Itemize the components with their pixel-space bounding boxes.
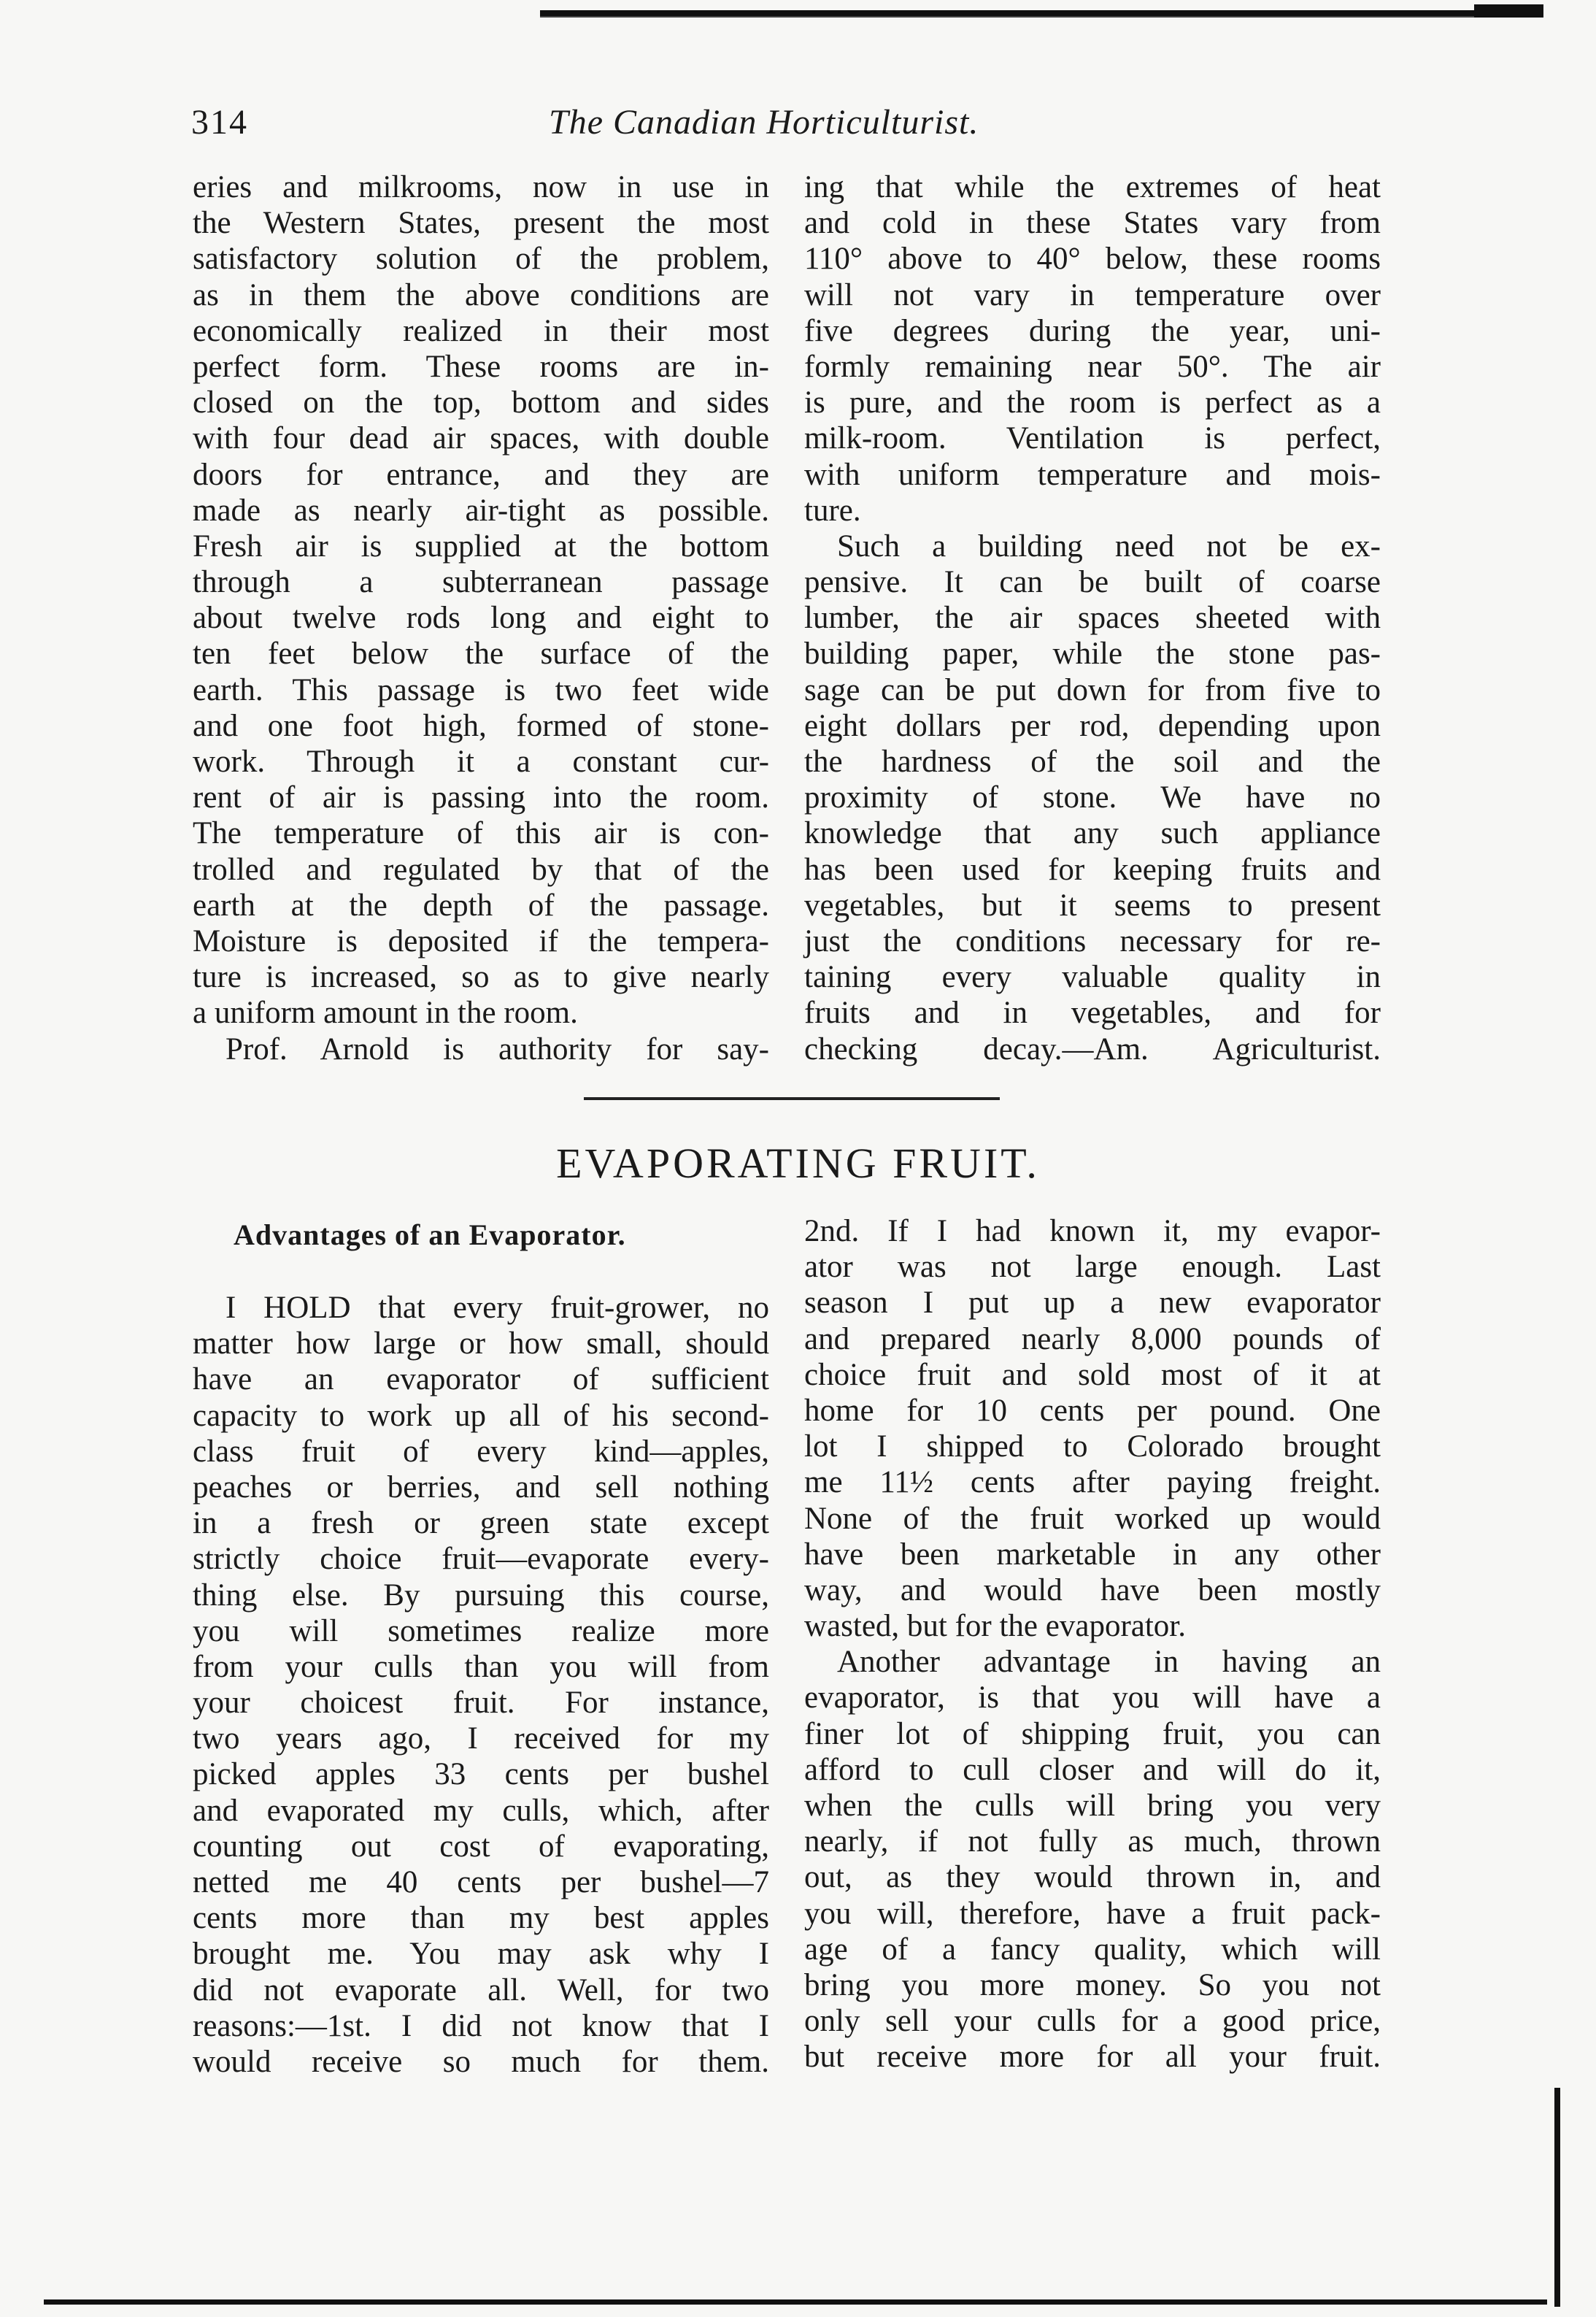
text-line: Such a building need not be ex- [837,529,1381,564]
text-line: work. Through it a constant cur- [193,745,769,779]
text-line: from your culls than you will from [193,1649,769,1684]
text-line: home for 10 cents per pound. One [804,1393,1381,1428]
text-line: brought me. You may ask why I [193,1937,769,1972]
text-line: 110° above to 40° below, these rooms [804,242,1381,277]
text-line: peaches or berries, and sell nothing [193,1469,769,1505]
text-line: and evaporated my culls, which, after [193,1793,769,1828]
text-line: thing else. By pursuing this course, [193,1578,769,1613]
text-line: Another advantage in having an [837,1645,1381,1680]
text-line: earth at the depth of the passage. [193,888,769,923]
text-line: a uniform amount in the room. [193,996,578,1031]
text-line: doors for entrance, and they are [193,457,769,492]
text-line: way, and would have been mostly [804,1572,1381,1607]
text-line: out, as they would thrown in, and [804,1860,1381,1895]
right-edge-rule [1554,2088,1560,2307]
text-line: checking decay.—Am. Agriculturist. [804,1031,1381,1067]
bottom-article-left-column [193,1290,769,2080]
bottom-article-right-column [804,1213,1381,2075]
text-line: knowledge that any such appliance [804,816,1381,851]
text-line: trolled and regulated by that of the [193,852,769,887]
text-line: rent of air is passing into the room. [193,780,769,815]
text-line: and cold in these States vary from [804,206,1381,241]
section-divider [584,1097,1000,1100]
text-line: class fruit of every kind—apples, [193,1434,769,1469]
text-line: about twelve rods long and eight to [193,601,769,636]
text-line: nearly, if not fully as much, thrown [804,1824,1381,1859]
text-line: bring you more money. So you not [804,1967,1381,2002]
text-line: you will, therefore, have a fruit pack- [804,1896,1381,1931]
text-line: me 11½ cents after paying freight. [804,1465,1381,1500]
text-line: as in them the above conditions are [193,277,769,312]
text-line: The temperature of this air is con- [193,816,769,851]
text-line: sage can be put down for from five to [804,672,1381,707]
article-subheading: Advantages of an Evaporator. [234,1218,626,1251]
text-line: capacity to work up all of his second- [193,1398,769,1433]
text-line: Moisture is deposited if the tempera- [193,923,769,958]
text-line: evaporator, is that you will have a [804,1680,1381,1715]
text-line: netted me 40 cents per bushel—7 [193,1865,769,1899]
text-line: did not evaporate all. Well, for two [193,1972,769,2007]
text-line: ator was not large enough. Last [804,1250,1381,1285]
text-line: two years ago, I received for my [193,1721,769,1756]
text-line: the Western States, present the most [193,206,769,241]
section-title: EVAPORATING FRUIT. [556,1140,1040,1187]
text-line: have an evaporator of sufficient [193,1362,769,1397]
page-number: 314 [191,103,248,142]
text-line: finer lot of shipping fruit, you can [804,1716,1381,1751]
text-line: ture is increased, so as to give nearly [193,960,769,995]
text-line: vegetables, but it seems to present [804,888,1381,923]
text-line: matter how large or how small, should [193,1326,769,1361]
text-line: counting out cost of evaporating, [193,1829,769,1864]
text-line: just the conditions necessary for re- [804,923,1381,958]
text-line: but receive more for all your fruit. [804,2040,1381,2075]
text-line: ten feet below the surface of the [193,637,769,672]
text-line: strictly choice fruit—evaporate every- [193,1542,769,1577]
text-line: lot I shipped to Colorado brought [804,1429,1381,1464]
page-header [191,102,1388,153]
text-line: has been used for keeping fruits and [804,852,1381,887]
text-line: cents more than my best apples [193,1901,769,1936]
text-line: ture. [804,493,861,528]
text-line: will not vary in temperature over [804,277,1381,312]
running-title: The Canadian Horticulturist. [549,103,979,142]
text-line: None of the fruit worked up would [804,1501,1381,1536]
text-line: 2nd. If I had known it, my evapor- [804,1214,1381,1248]
bottom-rule [44,2299,1547,2305]
text-line: wasted, but for the evaporator. [804,1609,1186,1644]
text-line: perfect form. These rooms are in- [193,349,769,384]
text-line: age of a fancy quality, which will [804,1932,1381,1967]
text-line: milk-room. Ventilation is perfect, [804,421,1381,456]
top-article-left-column [193,169,769,1067]
text-line: closed on the top, bottom and sides [193,385,769,420]
text-line: taining every valuable quality in [804,960,1381,995]
top-rule [540,10,1540,18]
text-line: you will sometimes realize more [193,1613,769,1648]
text-line: your choicest fruit. For instance, [193,1686,769,1721]
text-line: afford to cull closer and will do it, [804,1752,1381,1787]
text-line: and prepared nearly 8,000 pounds of [804,1321,1381,1356]
text-line: fruits and in vegetables, and for [804,996,1381,1031]
text-line: picked apples 33 cents per bushel [193,1757,769,1792]
text-line: building paper, while the stone pas- [804,637,1381,672]
text-line: only sell your culls for a good price, [804,2004,1381,2039]
text-line: with four dead air spaces, with double [193,421,769,456]
text-line: have been marketable in any other [804,1537,1381,1572]
text-line: reasons:—1st. I did not know that I [193,2008,769,2043]
text-line: formly remaining near 50°. The air [804,349,1381,384]
text-line: with uniform temperature and mois- [804,457,1381,492]
text-line: ing that while the extremes of heat [804,170,1381,204]
text-line: and one foot high, formed of stone- [193,708,769,743]
top-rule-cap [1474,4,1543,18]
text-line: through a subterranean passage [193,565,769,600]
text-line: earth. This passage is two feet wide [193,672,769,707]
text-line: when the culls will bring you very [804,1788,1381,1823]
text-line: eries and milkrooms, now in use in [193,170,769,204]
text-line: Prof. Arnold is authority for say- [225,1031,769,1067]
text-line: proximity of stone. We have no [804,780,1381,815]
text-line: season I put up a new evaporator [804,1286,1381,1321]
text-line: in a fresh or green state except [193,1506,769,1541]
text-line: pensive. It can be built of coarse [804,565,1381,600]
text-line: economically realized in their most [193,313,769,348]
text-line: I HOLD that every fruit-grower, no [225,1291,769,1325]
text-line: choice fruit and sold most of it at [804,1357,1381,1392]
text-line: five degrees during the year, uni- [804,313,1381,348]
text-line: would receive so much for them. [193,2044,769,2079]
text-line: is pure, and the room is perfect as a [804,385,1381,420]
text-line: the hardness of the soil and the [804,745,1381,779]
text-line: eight dollars per rod, depending upon [804,708,1381,743]
text-line: lumber, the air spaces sheeted with [804,601,1381,636]
top-article-right-column [804,169,1381,1067]
text-line: satisfactory solution of the problem, [193,242,769,277]
text-line: made as nearly air-tight as possible. [193,493,769,528]
text-line: Fresh air is supplied at the bottom [193,529,769,564]
